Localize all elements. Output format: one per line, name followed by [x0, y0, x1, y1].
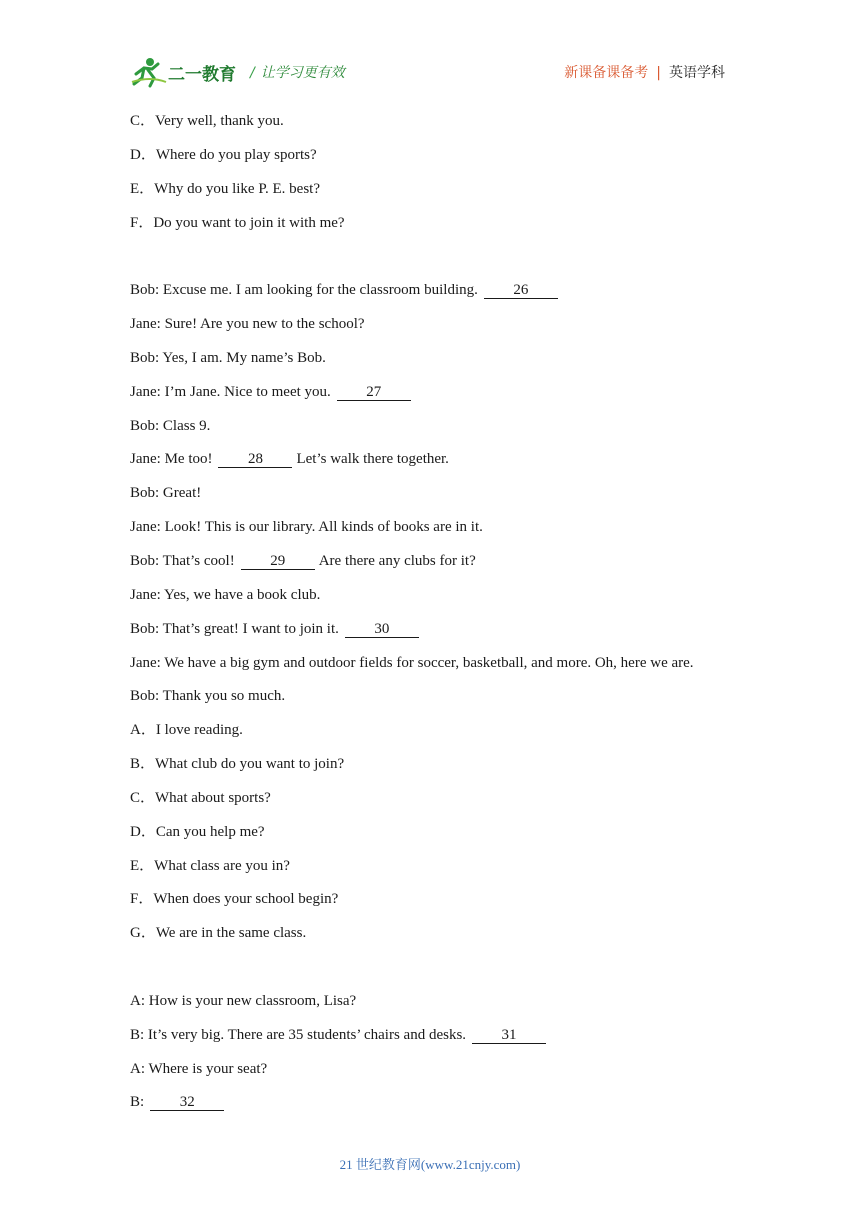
blank-line [130, 1025, 730, 1059]
text-line: Jane: Sure! Are you new to the school? [130, 316, 365, 333]
blank-line [130, 1092, 730, 1126]
answer-blank[interactable]: 26 [484, 282, 558, 299]
text-line: Jane: Look! This is our library. All kinds of books are in it. [130, 519, 483, 536]
text-line: G．We are in the same class. [130, 925, 307, 942]
line-text-before: B: [130, 1094, 145, 1111]
line-text-before: Bob: Excuse me. I am looking for the classroom building. [130, 282, 478, 299]
logo-text: 二一教育 [168, 65, 236, 85]
text-line: A: Where is your seat? [130, 1060, 268, 1077]
text-line: Bob: Class 9. [130, 417, 211, 434]
section-gap [130, 246, 730, 280]
answer-blank[interactable]: 30 [345, 621, 419, 638]
text-line: C．Very well, thank you. [130, 113, 284, 129]
answer-blank[interactable]: 31 [472, 1027, 546, 1044]
answer-blank[interactable]: 29 [241, 553, 315, 570]
text-line: E．What class are you in? [130, 857, 290, 874]
document-body [130, 111, 730, 1126]
text-line: D．Can you help me? [130, 823, 265, 840]
slogan-text: 让学习更有效 [260, 65, 345, 81]
text-line: A: How is your new classroom, Lisa? [130, 992, 357, 1009]
blank-line [130, 551, 730, 585]
text-line: Bob: Great! [130, 485, 202, 502]
text-line: D．Where do you play sports? [130, 146, 317, 163]
text-line: C．What about sports? [130, 789, 271, 806]
text-line: A．I love reading. [130, 722, 243, 739]
section-gap [130, 957, 730, 991]
text-line: E．Why do you like P. E. best? [130, 180, 320, 197]
line-text-before: B: It’s very big. There are 35 students’ chairs and desks. [130, 1026, 467, 1043]
line-text-after: Let’s walk there together. [296, 451, 449, 468]
header-subject: 英语学科 [669, 65, 725, 81]
page-footer: 21 世纪教育网(www.21cnjy.com) [339, 1157, 521, 1172]
line-text-before: Bob: That’s great! I want to join it. [130, 620, 339, 637]
text-line: Bob: Thank you so much. [130, 688, 286, 705]
text-line: Jane: We have a big gym and outdoor fields for soccer, basketball, and more. Oh, here we are. [130, 654, 694, 671]
slash-divider: / [250, 65, 255, 81]
line-text-after: Are there any clubs for it? [318, 552, 476, 569]
text-line: Jane: Yes, we have a book club. [130, 586, 321, 603]
line-text-before: Jane: Me too! [130, 451, 213, 468]
text-line: Bob: Yes, I am. My name’s Bob. [130, 349, 326, 366]
text-line: B．What club do you want to join? [130, 756, 345, 773]
text-line: F．When does your school begin? [130, 891, 339, 908]
answer-blank[interactable]: 32 [150, 1094, 224, 1111]
header-right [564, 62, 725, 82]
text-line: F．Do you want to join it with me? [130, 214, 345, 231]
blank-line [130, 382, 730, 416]
blank-line [130, 449, 730, 483]
answer-blank[interactable]: 28 [218, 451, 292, 468]
header-tagline: 新课备课备考 [564, 65, 649, 81]
brand-logo [130, 56, 242, 88]
answer-blank[interactable]: 27 [337, 384, 411, 401]
header-slogan [250, 62, 345, 82]
runner-logo-icon [130, 56, 242, 88]
blank-line [130, 619, 730, 653]
line-text-before: Jane: I’m Jane. Nice to meet you. [130, 383, 331, 400]
blank-line [130, 280, 730, 314]
line-text-before: Bob: That’s cool! [130, 552, 235, 569]
header-separator: | [656, 65, 661, 81]
page-header [130, 56, 725, 90]
